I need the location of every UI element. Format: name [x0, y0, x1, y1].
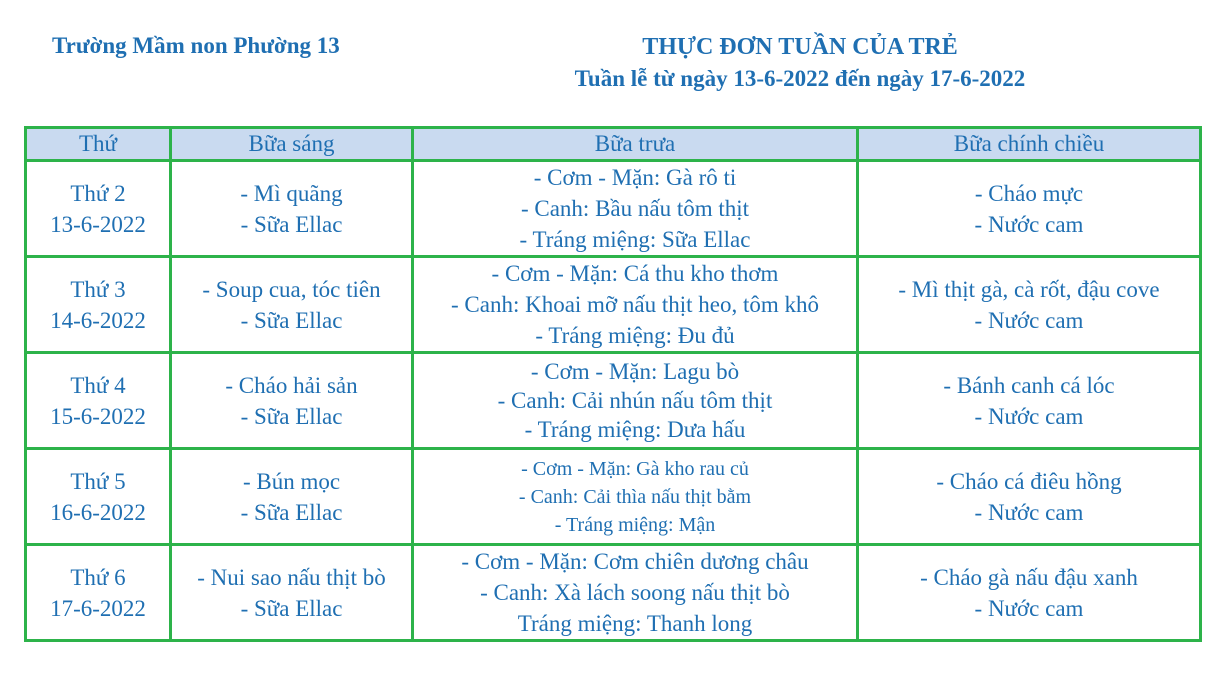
afternoon-item: - Cháo gà nấu đậu xanh	[920, 564, 1138, 590]
day-date: 15-6-2022	[50, 403, 146, 429]
column-header-day: Thứ	[26, 128, 171, 161]
breakfast-cell	[171, 353, 413, 449]
lunch-item: - Cơm - Mặn: Gà kho rau củ	[521, 457, 749, 480]
breakfast-item: - Sữa Ellac	[240, 211, 343, 237]
day-label: Thứ 5	[70, 468, 126, 494]
lunch-item: - Tráng miệng: Đu đủ	[535, 323, 735, 348]
weekly-menu-table	[24, 126, 1202, 642]
afternoon-item: - Nước cam	[974, 499, 1084, 525]
day-cell	[26, 449, 171, 545]
lunch-item: - Canh: Cải thìa nấu thịt bằm	[518, 485, 752, 508]
table-row	[26, 545, 1201, 641]
afternoon-item: - Nước cam	[974, 595, 1084, 621]
afternoon-item: - Bánh canh cá lóc	[943, 372, 1115, 398]
lunch-item: - Cơm - Mặn: Gà rô ti	[533, 165, 737, 190]
table-row	[26, 257, 1201, 353]
page-title: THỰC ĐƠN TUẦN CỦA TRẺ	[642, 34, 958, 60]
breakfast-item: - Cháo hải sản	[225, 372, 358, 398]
day-cell	[26, 161, 171, 257]
afternoon-cell	[858, 257, 1201, 353]
day-date: 13-6-2022	[50, 211, 146, 237]
breakfast-cell	[171, 257, 413, 353]
afternoon-cell	[858, 353, 1201, 449]
day-label: Thứ 3	[70, 276, 126, 302]
lunch-cell	[413, 161, 858, 257]
afternoon-cell	[858, 161, 1201, 257]
breakfast-item: - Sữa Ellac	[240, 499, 343, 525]
lunch-item: - Cơm - Mặn: Cơm chiên dương châu	[461, 549, 809, 574]
lunch-item: - Canh: Cải nhún nấu tôm thịt	[497, 388, 773, 413]
day-date: 16-6-2022	[50, 499, 146, 525]
lunch-item: - Cơm - Mặn: Cá thu kho thơm	[491, 261, 779, 286]
afternoon-cell	[858, 449, 1201, 545]
page-subtitle: Tuần lễ từ ngày 13-6-2022 đến ngày 17-6-2022	[574, 66, 1026, 91]
breakfast-item: - Soup cua, tóc tiên	[202, 276, 381, 302]
breakfast-item: - Bún mọc	[242, 468, 341, 494]
afternoon-item: - Mì thịt gà, cà rốt, đậu cove	[898, 276, 1160, 302]
table-row	[26, 161, 1201, 257]
lunch-cell	[413, 449, 858, 545]
day-label: Thứ 4	[70, 372, 126, 398]
lunch-item: - Tráng miệng: Sữa Ellac	[519, 227, 751, 252]
lunch-item: - Canh: Bầu nấu tôm thịt	[520, 196, 750, 221]
lunch-item: - Tráng miệng: Dưa hấu	[524, 417, 746, 442]
breakfast-cell	[171, 161, 413, 257]
table-row	[26, 353, 1201, 449]
day-cell	[26, 257, 171, 353]
lunch-cell	[413, 545, 858, 641]
day-date: 14-6-2022	[50, 307, 146, 333]
breakfast-item: - Nui sao nấu thịt bò	[197, 564, 386, 590]
lunch-item: - Canh: Xà lách soong nấu thịt bò	[480, 580, 790, 605]
breakfast-item: - Sữa Ellac	[240, 403, 343, 429]
lunch-item: - Tráng miệng: Mận	[554, 513, 716, 536]
breakfast-cell	[171, 545, 413, 641]
title-block	[480, 32, 1120, 96]
column-header-breakfast: Bữa sáng	[171, 128, 413, 161]
breakfast-item: - Sữa Ellac	[240, 595, 343, 621]
column-header-afternoon: Bữa chính chiều	[858, 128, 1201, 161]
breakfast-item: - Sữa Ellac	[240, 307, 343, 333]
lunch-cell	[413, 257, 858, 353]
day-label: Thứ 2	[70, 180, 126, 206]
afternoon-cell	[858, 545, 1201, 641]
day-cell	[26, 353, 171, 449]
afternoon-item: - Nước cam	[974, 307, 1084, 333]
day-date: 17-6-2022	[50, 595, 146, 621]
lunch-item: Tráng miệng: Thanh long	[517, 611, 753, 636]
breakfast-cell	[171, 449, 413, 545]
table-header-row	[26, 128, 1201, 161]
column-header-lunch: Bữa trưa	[413, 128, 858, 161]
table-row	[26, 449, 1201, 545]
afternoon-item: - Nước cam	[974, 403, 1084, 429]
school-name: Trường Mầm non Phường 13	[52, 33, 340, 58]
lunch-cell	[413, 353, 858, 449]
breakfast-item: - Mì quãng	[240, 180, 343, 206]
afternoon-item: - Nước cam	[974, 211, 1084, 237]
day-cell	[26, 545, 171, 641]
day-label: Thứ 6	[70, 564, 126, 590]
lunch-item: - Cơm - Mặn: Lagu bò	[530, 359, 740, 384]
afternoon-item: - Cháo mực	[974, 180, 1084, 206]
afternoon-item: - Cháo cá điêu hồng	[936, 468, 1122, 494]
lunch-item: - Canh: Khoai mỡ nấu thịt heo, tôm khô	[451, 292, 819, 317]
